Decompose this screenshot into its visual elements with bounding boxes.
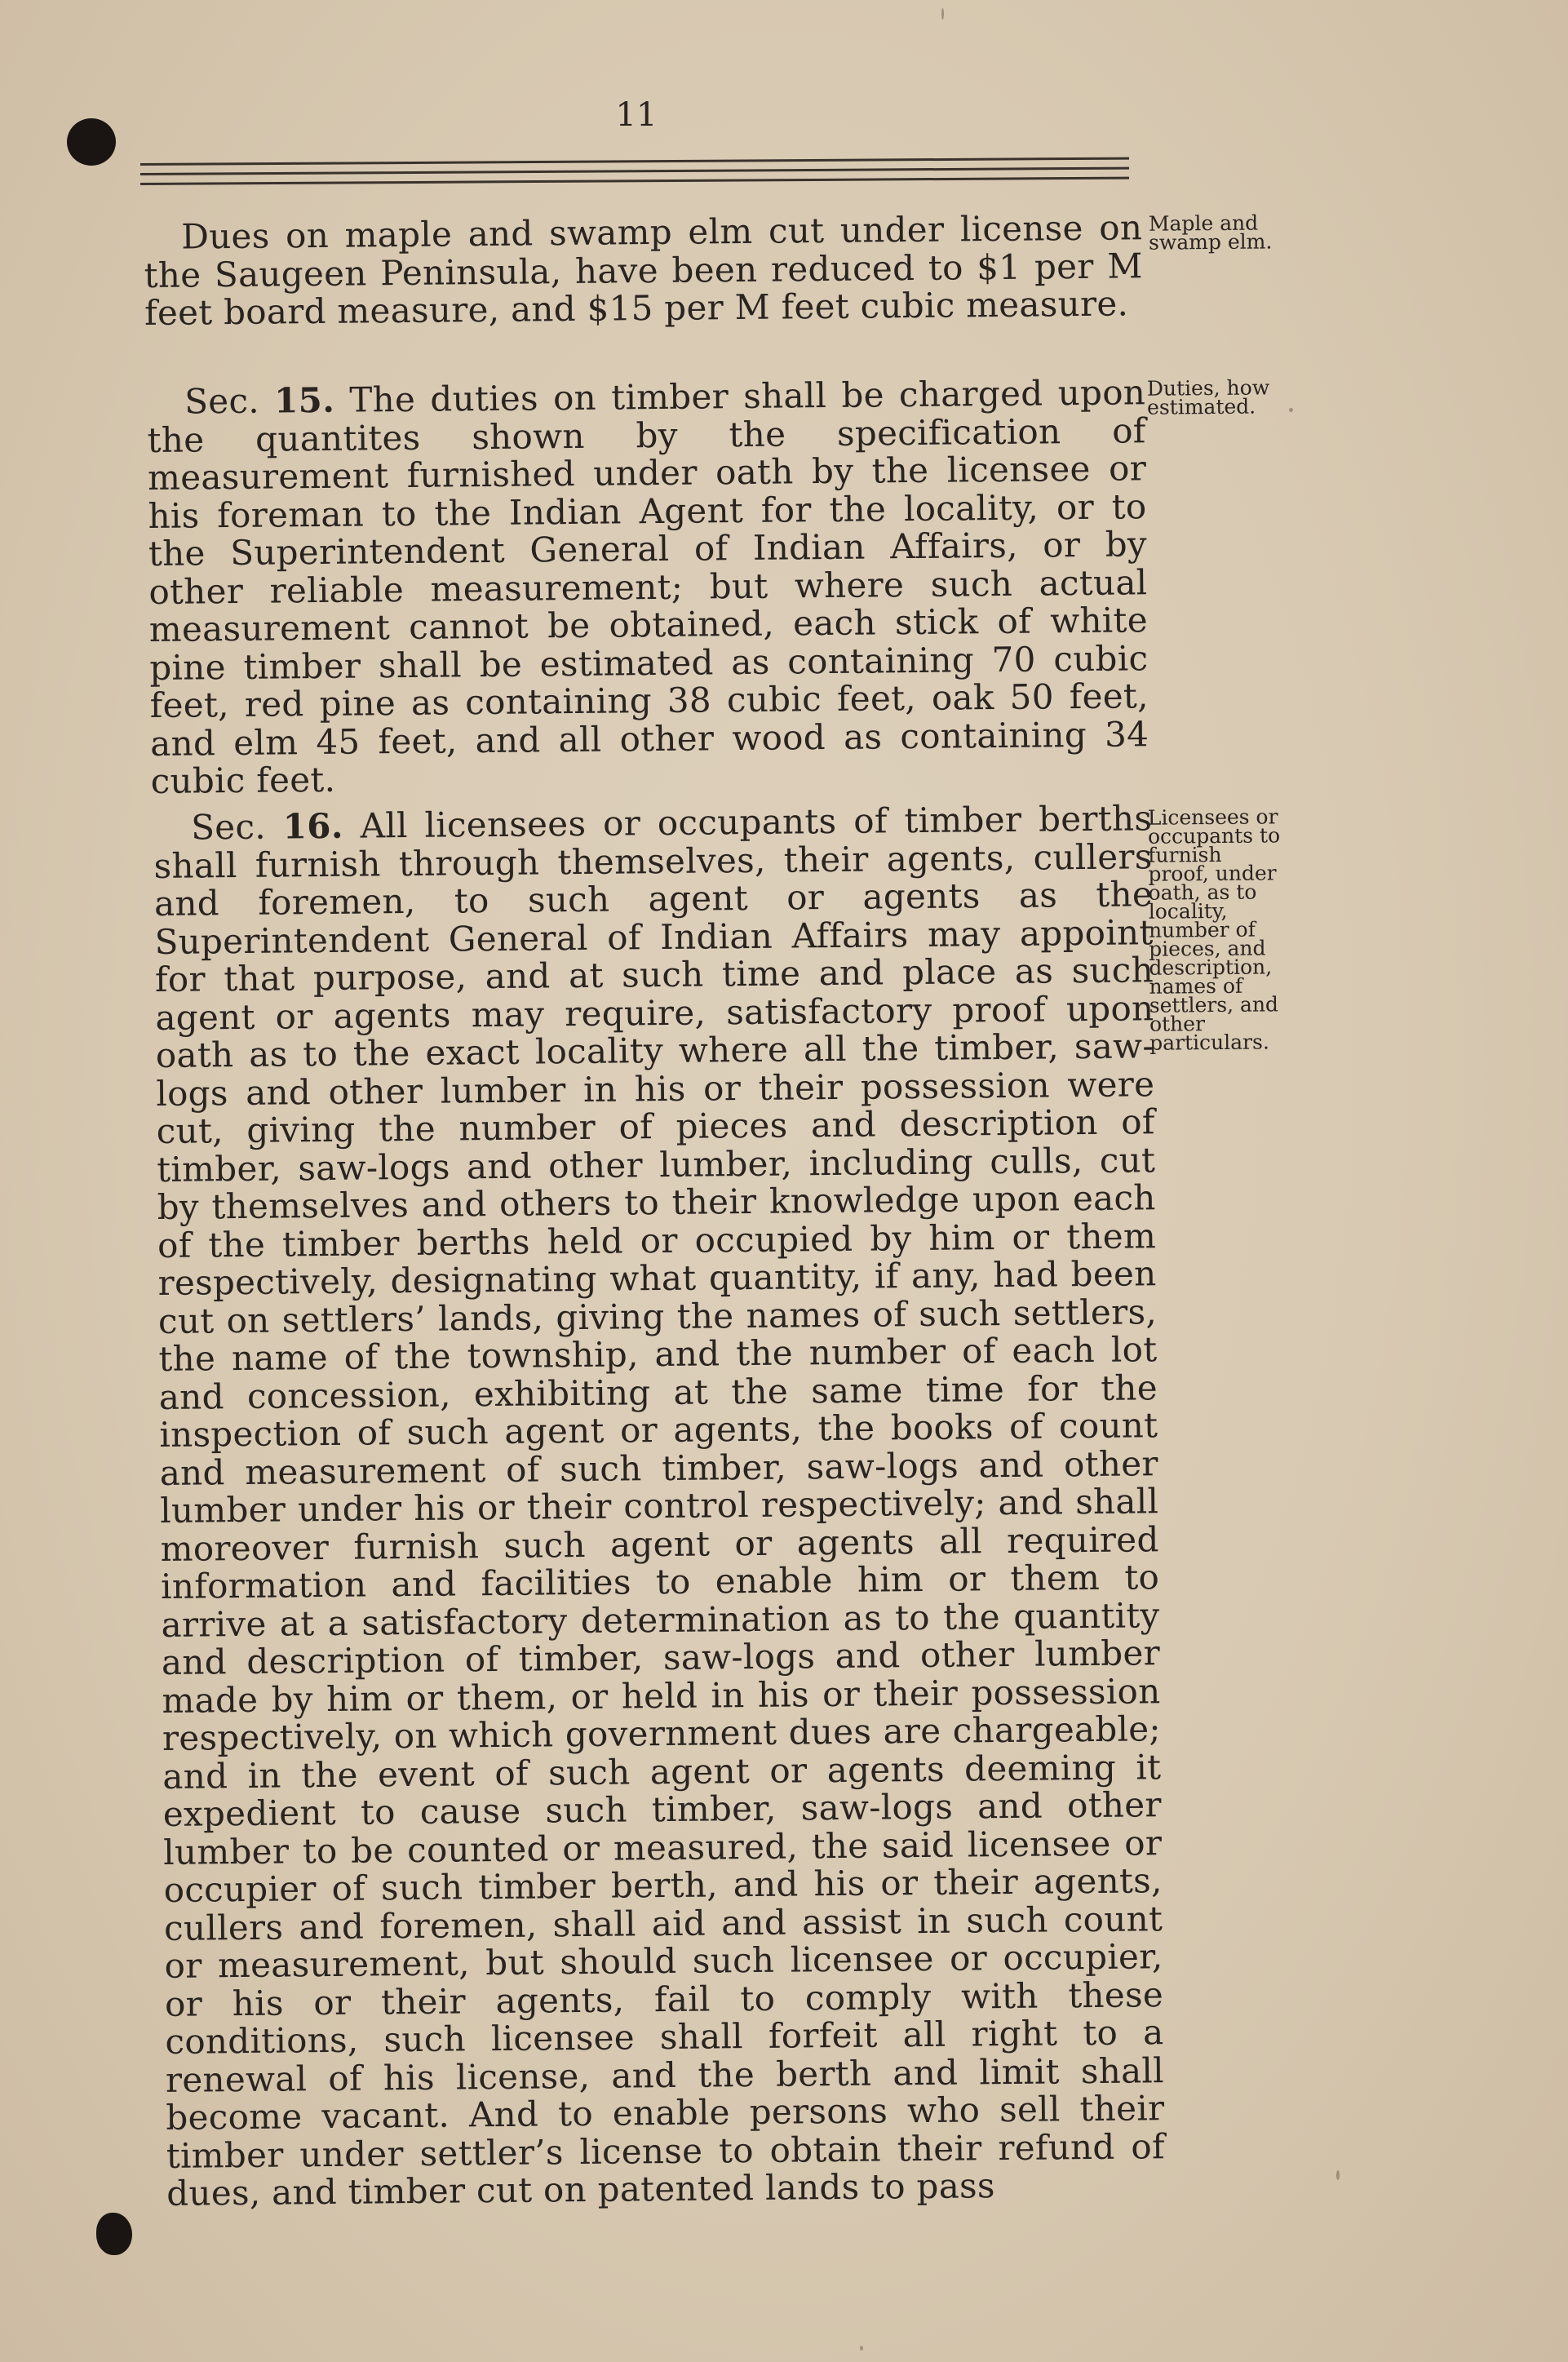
paragraph-maple-dues — [144, 209, 1143, 332]
paper-speck — [941, 8, 944, 20]
section-label: Sec. — [190, 806, 283, 848]
margin-note-maple: Maple and swamp elm. — [1148, 210, 1273, 255]
paper-speck — [1336, 2170, 1340, 2180]
header-rule — [140, 177, 1129, 185]
paragraph-body — [153, 800, 1165, 2213]
paragraph-text: All licensees or occupants of timber berths shall furnish through themselves, their agents, cullers and foremen, to such agent or agents as the Superintendent General of Indian Affairs may appoint for that purpose, and at such time and place as such agent or agents may require, satisfactory proof upon oath as to the exact locality where all the timber, saw-logs and other lumber in his or their possession were cut, giving the number of pieces and description of timber, saw-logs and other lumber, including culls, cut by themselves and others to their knowledge upon each of the timber berths held or occupied by him or them respectively, designating what quantity, if any, had been cut on settlers’ lands, giving the names of such settlers, the name of the township, and the number of each lot and concession, exhibiting at the same time for the inspection of such agent or agents, the books of count and measurement of such timber, saw-logs and other lumber under his or their control respectively; and shall moreover furnish such agent or agents all required information and facilities to enable him or them to arrive at a satisfactory determination as to the quantity and description of timber, saw-logs and other lumber made by him or them, or held in his or their possession respectively, on which government dues are chargeable; and in the event of such agent or agents deeming it expedient to cause such timber, saw-logs and other lumber to be counted or measured, the said licensee or occupier of such timber berth, and his or their agents, cullers and foremen, shall aid and assist in such count or measurement, but should such licensee or occupier, or his or their agents, fail to comply with these conditions, such licensee shall forfeit all right to a renewal of his license, and the berth and limit shall become vacant. And to enable persons who sell their timber under settler’s license to obtain their refund of dues, and timber cut on patented lands to pass — [153, 798, 1166, 2214]
section-number: 15. — [273, 379, 335, 421]
margin-note-section-16: Licensees or occupants to furnish proof, under oath, as to locality, number of pieces, and description, names of settlers, and other particulars. — [1147, 804, 1281, 1055]
paragraph-body — [147, 374, 1149, 800]
paragraph-section-16 — [153, 800, 1165, 2213]
paragraph-text: Dues on maple and swamp elm cut under license on the Saugeen Peninsula, have been reduced to $1 per M feet board measure, and $15 per M feet cubic measure. — [144, 207, 1143, 333]
paragraph-section-15 — [147, 374, 1149, 800]
paper-speck — [1289, 408, 1293, 412]
section-number: 16. — [282, 805, 343, 847]
section-label: Sec. — [184, 380, 275, 422]
header-rule — [140, 167, 1129, 175]
paragraph-text: The duties on timber shall be charged upon the quantites shown by the specification of measurement furnished under oath by the licensee or his foreman to the Indian Agent for the locality, or to the Superintendent General of Indian Affairs, or by other reliable measurement; but where such actual measurement cannot be obtained, each stick of white pine timber shall be estimated as containing 70 cubic feet, red pine as containing 38 cubic feet, oak 50 feet, and elm 45 feet, and all other wood as containing 34 cubic feet. — [147, 372, 1149, 801]
header-rule — [140, 157, 1129, 166]
paper-speck — [860, 2346, 863, 2351]
page-number: 11 — [615, 96, 658, 134]
margin-note-section-15: Duties, how estimated. — [1146, 375, 1270, 419]
punch-hole-bottom — [96, 2213, 132, 2255]
punch-hole-top — [67, 118, 116, 166]
